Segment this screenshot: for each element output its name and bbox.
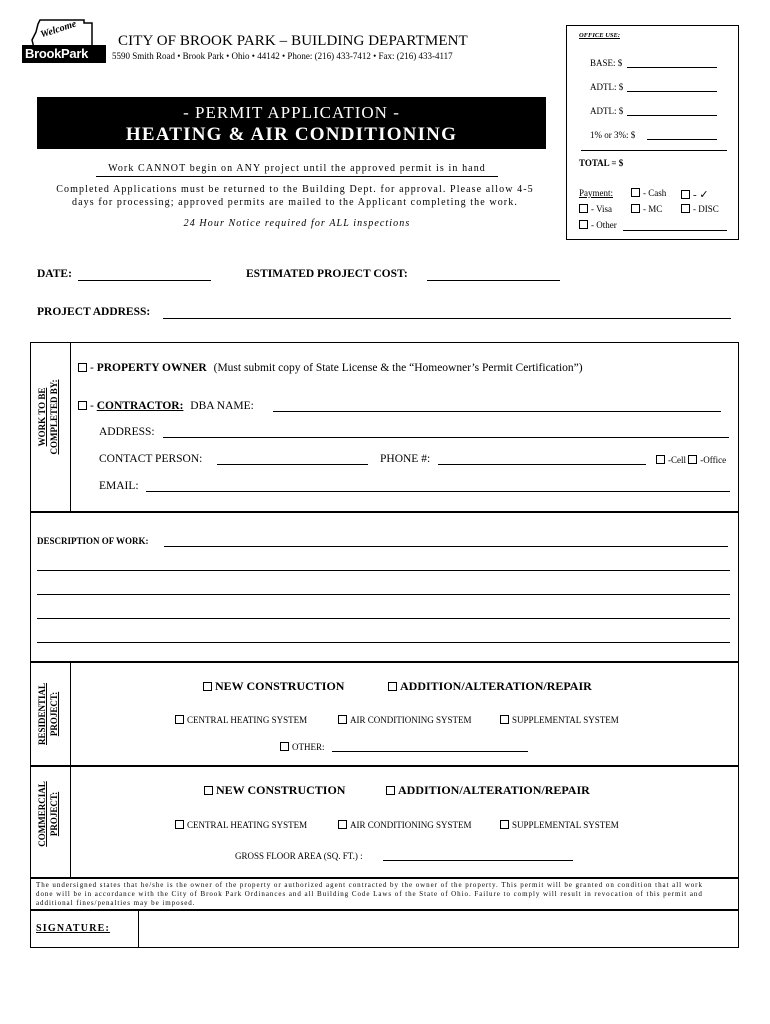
cell-checkbox[interactable]	[656, 455, 665, 464]
signature-label: SIGNATURE:	[36, 923, 111, 934]
owner-prefix: -	[90, 362, 97, 374]
disclaimer-line-3: additional fines/penalties may be imposed.	[36, 899, 196, 907]
res-new-construction-checkbox[interactable]	[203, 682, 212, 691]
notice-completed-2: days for processing; approved permits are mailed to the Applicant completing the work.	[72, 197, 518, 208]
description-line-2[interactable]	[37, 570, 730, 571]
date-field[interactable]	[78, 280, 211, 281]
com-addition-checkbox[interactable]	[386, 786, 395, 795]
contractor-prefix: -	[90, 400, 97, 412]
notice-completed-1: Completed Applications must be returned to the Building Dept. for approval. Please allow 4-5	[56, 184, 534, 195]
com-addition-label: ADDITION/ALTERATION/REPAIR	[398, 783, 590, 797]
com-supplemental-label: SUPPLEMENTAL SYSTEM	[512, 820, 619, 830]
description-line-5[interactable]	[37, 642, 730, 643]
phone-label: PHONE #:	[380, 453, 431, 465]
adtl-fee-line-2[interactable]	[627, 115, 717, 116]
visa-label: - Visa	[591, 204, 613, 214]
cell-label: -Cell	[668, 455, 686, 465]
mc-label: - MC	[643, 204, 663, 214]
description-line-4[interactable]	[37, 618, 730, 619]
office-use-label: OFFICE USE:	[579, 32, 620, 39]
other-payment-checkbox[interactable]	[579, 220, 588, 229]
description-line-3[interactable]	[37, 594, 730, 595]
com-ac-checkbox[interactable]	[338, 820, 347, 829]
project-address-label: PROJECT ADDRESS:	[37, 306, 151, 318]
percent-fee-line[interactable]	[647, 139, 717, 140]
base-fee-line[interactable]	[627, 67, 717, 68]
res-other-field[interactable]	[332, 751, 528, 752]
res-other-label: OTHER:	[292, 742, 325, 752]
com-new-construction-checkbox[interactable]	[204, 786, 213, 795]
res-ac-checkbox[interactable]	[338, 715, 347, 724]
work-by-vlabel-2: COMPLETED BY:	[49, 379, 59, 455]
email-field[interactable]	[146, 491, 730, 492]
brook-park-logo	[22, 18, 106, 74]
office-divider	[581, 150, 727, 151]
mc-checkbox[interactable]	[631, 204, 640, 213]
notice-underline	[96, 176, 498, 177]
residential-divider	[70, 662, 71, 766]
banner-line-1: - PERMIT APPLICATION -	[183, 103, 400, 122]
notice-permit-in-hand: Work CANNOT begin on ANY project until the approved permit is in hand	[108, 163, 486, 174]
com-central-heating-checkbox[interactable]	[175, 820, 184, 829]
email-label: EMAIL:	[99, 480, 139, 492]
gross-floor-area-label: GROSS FLOOR AREA (SQ. FT.) :	[235, 851, 363, 861]
department-address: 5590 Smith Road • Brook Park • Ohio • 44142 • Phone: (216) 433-7412 • Fax: (216) 433-4117	[112, 51, 453, 61]
disc-checkbox[interactable]	[681, 204, 690, 213]
disc-label: - DISC	[693, 204, 719, 214]
res-addition-label: ADDITION/ALTERATION/REPAIR	[400, 679, 592, 693]
contractor-label: CONTRACTOR:	[96, 400, 184, 412]
percent-fee-label: 1% or 3%: $	[590, 130, 636, 140]
description-line-1[interactable]	[164, 546, 728, 547]
work-by-vlabel-1: WORK TO BE	[37, 387, 47, 447]
residential-vlabel-2: PROJECT:	[49, 691, 59, 737]
dba-label: DBA NAME:	[190, 400, 254, 412]
description-section	[30, 512, 739, 662]
property-owner-note: (Must submit copy of State License & the “Homeowner’s Permit Certification”)	[213, 362, 583, 374]
commercial-divider	[70, 766, 71, 878]
adtl-fee-label-2: ADTL: $	[590, 106, 624, 116]
commercial-vlabel-2: PROJECT:	[49, 791, 59, 837]
office-label: -Office	[700, 455, 727, 465]
res-supplemental-checkbox[interactable]	[500, 715, 509, 724]
contractor-checkbox[interactable]	[78, 401, 87, 410]
disclaimer-text	[36, 881, 703, 908]
commercial-vlabel-1: COMMERCIAL	[37, 781, 47, 847]
visa-checkbox[interactable]	[579, 204, 588, 213]
payment-label: Payment:	[579, 188, 613, 198]
contractor-address-field[interactable]	[163, 437, 729, 438]
dba-field[interactable]	[273, 411, 721, 412]
cost-label: ESTIMATED PROJECT COST:	[246, 268, 408, 280]
res-addition-checkbox[interactable]	[388, 682, 397, 691]
check-label: - ✓	[693, 189, 709, 201]
disclaimer-line-2: done will be in accordance with the City of Brook Park Ordinances and all Building Code Laws of the State of Ohio. Failure to comply will result in revocation of this permit and	[36, 890, 703, 898]
date-label: DATE:	[37, 268, 72, 280]
adtl-fee-line-1[interactable]	[627, 91, 717, 92]
res-other-checkbox[interactable]	[280, 742, 289, 751]
contact-person-label: CONTACT PERSON:	[99, 453, 203, 465]
contractor-address-label: ADDRESS:	[99, 426, 155, 438]
gross-floor-area-field[interactable]	[383, 860, 573, 861]
res-ac-label: AIR CONDITIONING SYSTEM	[350, 715, 472, 725]
disclaimer-line-1: The undersigned states that he/she is the owner of the property or authorized agent contracted by the owner of the property. This permit will be granted on condition that all work	[36, 881, 703, 889]
logo-welcome-text: Welcome	[39, 18, 78, 41]
cash-label: - Cash	[643, 188, 667, 198]
check-checkbox[interactable]	[681, 190, 690, 199]
office-use-box	[566, 25, 739, 240]
residential-vlabel-1: RESIDENTIAL	[37, 682, 47, 746]
notice-24-hour: 24 Hour Notice required for ALL inspections	[183, 218, 411, 229]
office-checkbox[interactable]	[688, 455, 697, 464]
com-supplemental-checkbox[interactable]	[500, 820, 509, 829]
phone-field[interactable]	[438, 464, 646, 465]
work-by-divider	[70, 342, 71, 512]
com-central-heating-label: CENTRAL HEATING SYSTEM	[187, 820, 308, 830]
banner-line-2: HEATING & AIR CONDITIONING	[125, 124, 458, 145]
res-central-heating-label: CENTRAL HEATING SYSTEM	[187, 715, 308, 725]
other-payment-line[interactable]	[623, 230, 727, 231]
total-label: TOTAL = $	[579, 158, 624, 168]
cash-checkbox[interactable]	[631, 188, 640, 197]
property-owner-checkbox[interactable]	[78, 363, 87, 372]
permit-banner	[37, 97, 546, 149]
signature-divider	[138, 910, 139, 948]
cost-field[interactable]	[427, 280, 560, 281]
department-title: CITY OF BROOK PARK – BUILDING DEPARTMENT	[118, 33, 468, 49]
signature-field[interactable]	[140, 912, 737, 946]
res-supplemental-label: SUPPLEMENTAL SYSTEM	[512, 715, 619, 725]
property-owner-label: PROPERTY OWNER	[96, 362, 207, 374]
description-label: DESCRIPTION OF WORK:	[37, 536, 149, 546]
contact-person-field[interactable]	[217, 464, 368, 465]
res-new-construction-label: NEW CONSTRUCTION	[215, 679, 345, 693]
adtl-fee-label-1: ADTL: $	[590, 82, 624, 92]
com-ac-label: AIR CONDITIONING SYSTEM	[350, 820, 472, 830]
res-central-heating-checkbox[interactable]	[175, 715, 184, 724]
logo-brookpark-text: BrookPark	[25, 46, 89, 61]
other-payment-label: - Other	[591, 220, 617, 230]
project-address-field[interactable]	[163, 318, 731, 319]
base-fee-label: BASE: $	[590, 58, 623, 68]
com-new-construction-label: NEW CONSTRUCTION	[216, 783, 346, 797]
